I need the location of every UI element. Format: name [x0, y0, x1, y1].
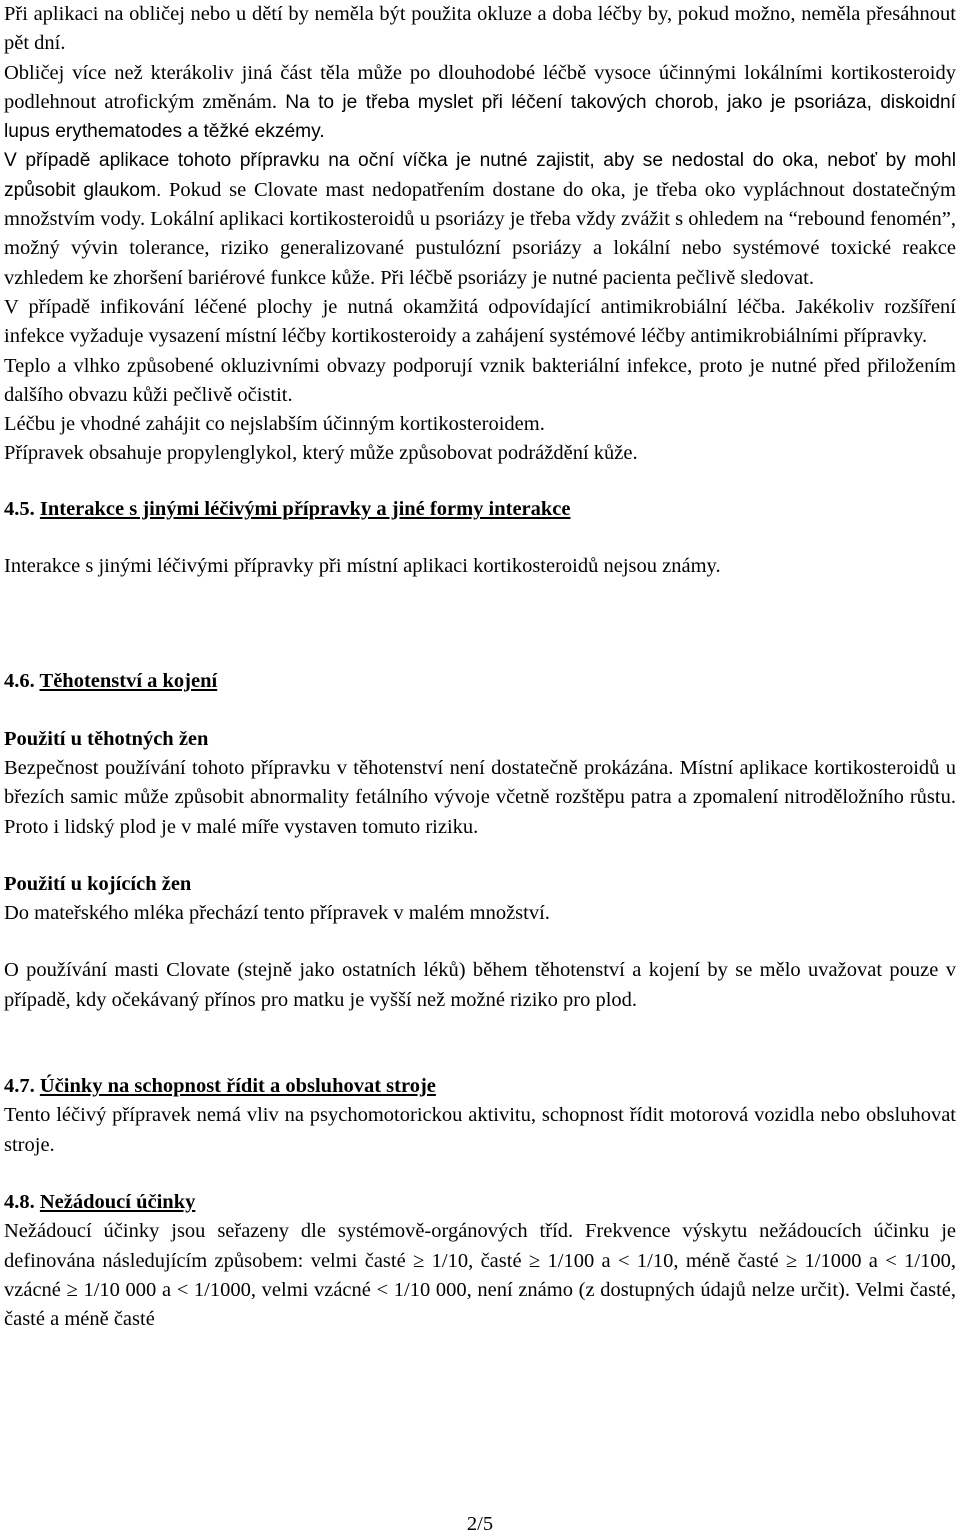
- section-number: 4.5.: [4, 497, 35, 520]
- paragraph-pregnancy-safety: Bezpečnost používání tohoto přípravku v těhotenství není dostatečně prokázána. Místní aplikace kortikosteroidů u březích samic může způsobit abnormality fetálního vývoje včetně rozštěpu patra a zpomalení nitroděložního růstu. Proto i lidský plod je v malé míře vystaven tomuto riziku.: [4, 756, 956, 838]
- paragraph-infection: V případě infikování léčené plochy je nutná okamžitá odpovídající antimikrobiální léčba. Jakékoliv rozšíření infekce vyžaduje vysazení místní léčby kortikosteroidy a zahájení systémové léčby antimikrobiálními přípravky.: [4, 295, 956, 348]
- paragraph-driving: Tento léčivý přípravek nemá vliv na psychomotorickou aktivitu, schopnost řídit motorová vozidla nebo obsluhovat stroje.: [4, 1104, 956, 1156]
- section-number: 4.6.: [4, 670, 35, 693]
- document-page: [4, 0, 956, 1334]
- paragraph-adverse-effects: Nežádoucí účinky jsou seřazeny dle systémově-orgánových tříd. Frekvence výskytu nežádoucích účinku je definována následujícím způsobem: velmi časté ≥ 1/10, časté ≥ 1/100 a < 1/10, méně časté ≥ 1/1000 a < 1/100, vzácné ≥ 1/10 000 a < 1/1000, velmi vzácné < 1/10 000, není známo (z dostupných údajů nelze určit). Velmi časté, časté a méně časté: [4, 1220, 956, 1331]
- section-number: 4.7.: [4, 1075, 35, 1098]
- page-number: 2/5: [466, 1513, 494, 1535]
- section-title: Těhotenství a kojení: [39, 670, 218, 693]
- section-number: 4.8.: [4, 1190, 35, 1213]
- subheading-breastfeeding-women: Použití u kojících žen: [4, 872, 192, 895]
- paragraph-eyelids: [4, 146, 956, 292]
- section-heading-driving: [4, 1072, 956, 1101]
- section-title: Účinky na schopnost řídit a obsluhovat stroje: [39, 1075, 436, 1098]
- text-eye-rinse-psoriasis: Pokud se Clovate mast nedopatřením dostane do oka, je třeba oko vypláchnout dostatečným množstvím vody. Lokální aplikaci kortikosteroidů u psoriázy je třeba vždy zvážit s ohledem na “rebound fenomén”, možný vývin tolerance, riziko generalizované pustulózní psoriázy a lokální nebo systémové toxické reakce vzhledem ke zhoršení bariérové funkce kůže. Při léčbě psoriázy je nutné pacienta pečlivě sledovat.: [4, 178, 956, 289]
- paragraph-weakest-steroid: Léčbu je vhodné zahájit co nejslabším účinným kortikosteroidem.: [4, 413, 545, 436]
- subheading-pregnant-women: Použití u těhotných žen: [4, 727, 209, 750]
- section-heading-pregnancy: [4, 667, 956, 696]
- paragraph-interactions: Interakce s jinými léčivými přípravky při místní aplikaci kortikosteroidů nejsou známy.: [4, 555, 721, 578]
- paragraph-risk-benefit: O používání masti Clovate (stejně jako ostatních léků) během těhotenství a kojení by se mělo uvažovat pouze v případě, kdy očekávaný přínos pro matku je vyšší než možné riziko pro plod.: [4, 959, 956, 1011]
- text-eyelids-glaucoma: V případě aplikace tohoto přípravku na oční víčka je nutné zajistit, aby se nedostal do oka, neboť by mohl způsobit glaukom.: [4, 150, 956, 201]
- paragraph-face-occlusion: [4, 0, 956, 146]
- section-heading-adverse-effects: [4, 1188, 956, 1217]
- text-face-occlusion: Při aplikaci na obličej nebo u dětí by neměla být použita okluze a doba léčby by, pokud možno, neměla přesáhnout pět dní.: [4, 3, 956, 55]
- section-heading-interactions: [4, 495, 956, 524]
- section-title: Nežádoucí účinky: [39, 1190, 196, 1213]
- paragraph-breast-milk: Do mateřského mléka přechází tento přípravek v malém množství.: [4, 902, 550, 925]
- paragraph-propylene-glycol: Přípravek obsahuje propylenglykol, který může způsobovat podráždění kůže.: [4, 442, 638, 465]
- paragraph-occlusive-dressings: Teplo a vlhko způsobené okluzivními obvazy podporují vznik bakteriální infekce, proto je nutné před přiložením dalšího obvazu kůži pečlivě očistit.: [4, 354, 956, 406]
- text-chronic-diseases: Na to je třeba myslet při léčení takových chorob, jako je psoriáza, diskoidní lupus erythematodes a těžké ekzémy.: [4, 91, 956, 143]
- section-title: Interakce s jinými léčivými přípravky a jiné formy interakce: [39, 497, 571, 520]
- text-face-atrophy: Obličej více než kterákoliv jiná část těla může po dlouhodobé léčbě vysoce účinnými lokálními kortikosteroidy podlehnout atrofickým změnám.: [4, 61, 956, 113]
